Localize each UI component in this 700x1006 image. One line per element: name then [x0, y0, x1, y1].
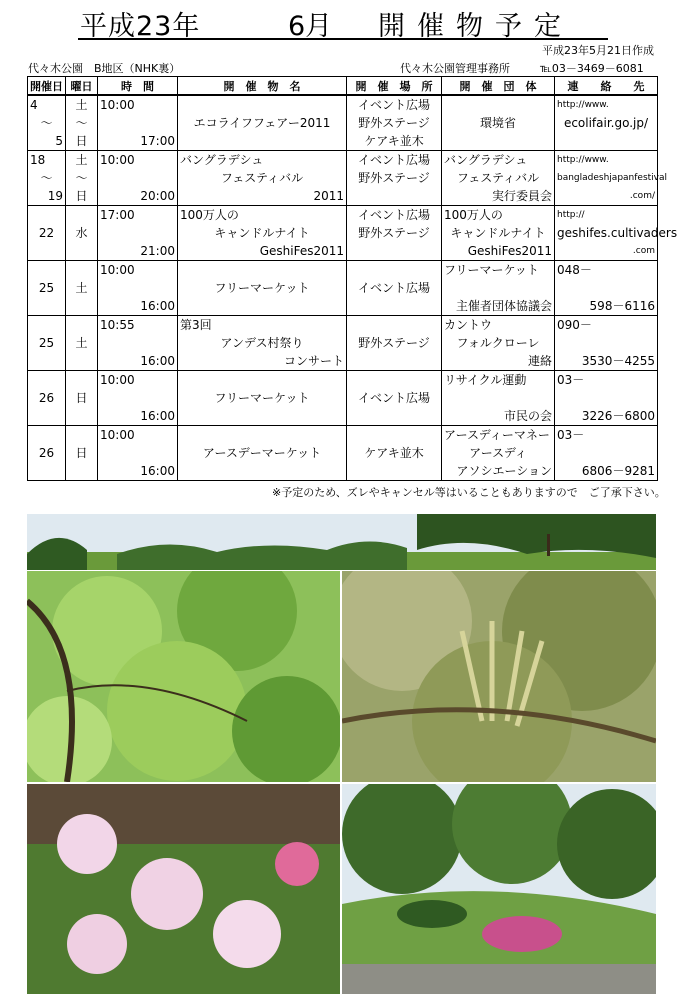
day-cell-line: 日 — [75, 134, 88, 148]
col-header-date: 開催日 — [28, 77, 66, 96]
col-header-organizer: 開 催 団 体 — [442, 77, 555, 96]
place-cell-line: 野外ステージ — [358, 226, 430, 240]
date-cell-line: 26 — [38, 391, 55, 405]
organizer-cell-line: 実行委員会 — [491, 189, 552, 203]
place-cell-line: イベント広場 — [357, 281, 430, 295]
event-name-cell-line: コンサート — [283, 354, 344, 368]
contact-cell-line: geshifes.cultivaders — [557, 226, 678, 240]
time-cell — [98, 206, 178, 261]
table-row — [28, 261, 658, 316]
event-name-cell-line: 100万人の — [180, 208, 239, 222]
day-cell-line: 土 — [75, 98, 88, 112]
place-cell-line: イベント広場 — [357, 153, 430, 167]
page-title — [78, 6, 608, 40]
organizer-cell — [442, 371, 555, 426]
time-cell — [98, 426, 178, 481]
photo-collage — [27, 514, 656, 994]
contact-cell-line: .com — [632, 246, 655, 256]
date-cell-line: ～ — [40, 116, 53, 130]
day-cell — [66, 316, 98, 371]
maple-leaves-photo — [27, 571, 340, 782]
date-cell — [28, 426, 66, 481]
time-cell — [98, 261, 178, 316]
time-cell — [98, 151, 178, 206]
table-row — [28, 151, 658, 206]
time-cell — [98, 371, 178, 426]
contact-cell-line: 3226－6800 — [581, 409, 655, 423]
contact-cell-line: http:// — [557, 210, 585, 220]
title-year: 平成23年 — [80, 11, 201, 42]
table-row — [28, 95, 658, 151]
place-cell-line: 野外ステージ — [358, 171, 430, 185]
place-cell — [347, 95, 442, 151]
organizer-cell-line: 市民の会 — [503, 409, 552, 423]
pine-needles-photo — [342, 571, 656, 782]
created-date: 平成23年5月21日作成 — [542, 44, 654, 57]
place-cell-line: イベント広場 — [357, 208, 430, 222]
organizer-cell-line: フリーマーケット — [444, 263, 539, 277]
contact-cell-line: 048－ — [557, 263, 592, 277]
organizer-cell-line: アースディ — [469, 446, 527, 460]
contact-cell-line: bangladeshjapanfestival — [557, 173, 668, 183]
date-cell-line: 19 — [47, 189, 63, 203]
day-cell-line: 水 — [75, 226, 88, 240]
table-row — [28, 371, 658, 426]
organizer-cell-line: フェスティバル — [456, 171, 540, 185]
place-cell-line: イベント広場 — [357, 98, 430, 112]
time-cell-line: 21:00 — [140, 244, 175, 258]
col-header-time: 時 間 — [98, 77, 178, 96]
organizer-cell — [442, 151, 555, 206]
organizer-cell-line: リサイクル運動 — [444, 373, 527, 387]
event-name-cell — [178, 371, 347, 426]
col-header-day: 曜日 — [66, 77, 98, 96]
contact-cell-line: 03－ — [557, 428, 585, 442]
date-cell-line: ～ — [40, 171, 53, 185]
organizer-cell — [442, 316, 555, 371]
place-cell-line: イベント広場 — [357, 391, 430, 405]
event-name-cell — [178, 95, 347, 151]
place-cell-line: 野外ステージ — [358, 336, 430, 350]
contact-cell — [555, 95, 658, 151]
garden-hedges-photo — [342, 784, 656, 994]
day-cell-line: 土 — [75, 153, 88, 167]
organizer-cell-line: カントウ — [444, 318, 493, 332]
event-name-cell-line: フリーマーケット — [214, 281, 310, 295]
day-cell-line: 土 — [75, 281, 88, 295]
day-cell — [66, 95, 98, 151]
date-cell-line: 5 — [55, 134, 63, 148]
day-cell-line: 土 — [75, 336, 88, 350]
day-cell-line: 日 — [75, 391, 88, 405]
table-row — [28, 316, 658, 371]
date-cell — [28, 95, 66, 151]
contact-cell — [555, 371, 658, 426]
organizer-cell-line: 100万人の — [444, 208, 503, 222]
park-panorama-photo — [27, 514, 656, 570]
date-cell-line: 22 — [38, 226, 55, 240]
place-cell — [347, 206, 442, 261]
day-cell — [66, 426, 98, 481]
time-cell-line: 16:00 — [140, 299, 175, 313]
day-cell — [66, 151, 98, 206]
date-cell — [28, 371, 66, 426]
office-tel: ℡03－3469－6081 — [540, 62, 644, 75]
organizer-cell-line: 主催者団体協議会 — [455, 299, 552, 313]
day-cell-line: 日 — [75, 446, 88, 460]
organizer-cell-line: バングラデシュ — [444, 153, 528, 167]
organizer-cell-line: キャンドルナイト — [450, 226, 546, 240]
date-cell — [28, 151, 66, 206]
event-name-cell — [178, 261, 347, 316]
place-cell — [347, 151, 442, 206]
organizer-cell — [442, 206, 555, 261]
organizer-cell-line: フォルクローレ — [456, 336, 540, 350]
time-cell-line: 16:00 — [140, 354, 175, 368]
time-cell-line: 10:00 — [100, 263, 135, 277]
organizer-cell-line: アソシエーション — [456, 464, 552, 478]
time-cell-line: 16:00 — [140, 409, 175, 423]
event-name-cell — [178, 426, 347, 481]
date-cell — [28, 316, 66, 371]
time-cell-line: 10:00 — [100, 373, 135, 387]
event-name-cell — [178, 206, 347, 261]
event-name-cell — [178, 316, 347, 371]
contact-cell-line: http://www. — [557, 100, 609, 110]
organizer-cell-line: アースディーマネー — [444, 428, 550, 442]
date-cell-line: 18 — [30, 153, 46, 167]
office-name: 代々木公園管理事務所 — [400, 62, 510, 75]
time-cell-line: 10:55 — [100, 318, 135, 332]
time-cell-line: 10:00 — [100, 428, 135, 442]
event-name-cell-line: バングラデシュ — [180, 153, 264, 167]
notice-text: ※予定のため、ズレやキャンセル等はいることもありますので ご了承下さい。 — [272, 486, 666, 499]
event-name-cell-line: キャンドルナイト — [214, 226, 310, 240]
col-header-contact: 連 絡 先 — [555, 77, 658, 96]
date-cell-line: 25 — [38, 336, 55, 350]
event-name-cell-line: 2011 — [313, 189, 344, 203]
time-cell-line: 17:00 — [100, 208, 135, 222]
time-cell — [98, 95, 178, 151]
contact-cell-line: 3530－4255 — [581, 354, 655, 368]
contact-cell-line: 090－ — [557, 318, 592, 332]
date-cell-line: 4 — [30, 98, 38, 112]
day-cell-line: ～ — [75, 116, 88, 130]
contact-cell — [555, 426, 658, 481]
place-cell-line: ケアキ並木 — [364, 134, 424, 148]
date-cell-line: 26 — [38, 446, 55, 460]
pink-flowers-photo — [27, 784, 340, 994]
event-name-cell-line: フェスティバル — [220, 171, 304, 185]
event-name-cell-line: GeshiFes2011 — [259, 244, 344, 258]
place-cell — [347, 426, 442, 481]
title-text: 開催物予定 — [378, 11, 573, 42]
day-cell — [66, 371, 98, 426]
time-cell-line: 10:00 — [100, 98, 135, 112]
park-area: 代々木公園 B地区（NHK裏） — [28, 62, 181, 75]
organizer-cell — [442, 261, 555, 316]
date-cell — [28, 261, 66, 316]
table-row — [28, 426, 658, 481]
place-cell-line: ケアキ並木 — [364, 446, 424, 460]
contact-cell-line: 598－6116 — [589, 299, 655, 313]
date-cell — [28, 206, 66, 261]
contact-cell-line: http://www. — [557, 155, 609, 165]
contact-cell — [555, 206, 678, 261]
day-cell-line: 日 — [75, 189, 88, 203]
col-header-place: 開 催 場 所 — [347, 77, 442, 96]
day-cell — [66, 206, 98, 261]
organizer-cell — [442, 426, 555, 481]
time-cell-line: 10:00 — [100, 153, 135, 167]
table-header-row — [28, 77, 658, 96]
event-name-cell-line: フリーマーケット — [214, 391, 310, 405]
event-name-cell — [178, 151, 347, 206]
organizer-cell-line: GeshiFes2011 — [467, 244, 552, 258]
contact-cell — [555, 151, 668, 206]
table-row — [28, 206, 658, 261]
event-name-cell-line: アンデス村祭り — [220, 336, 304, 350]
title-month: 6月 — [288, 11, 333, 42]
day-cell-line: ～ — [75, 171, 88, 185]
time-cell-line: 20:00 — [140, 189, 175, 203]
date-cell-line: 25 — [38, 281, 55, 295]
organizer-cell-line: 連絡 — [527, 354, 552, 368]
info-row — [28, 60, 656, 75]
contact-cell-line: 03－ — [557, 373, 585, 387]
contact-cell — [555, 316, 658, 371]
schedule-table — [27, 76, 678, 481]
contact-cell — [555, 261, 658, 316]
contact-cell-line: ecolifair.go.jp/ — [563, 116, 649, 130]
place-cell-line: 野外ステージ — [358, 116, 430, 130]
place-cell — [347, 316, 442, 371]
contact-cell-line: 6806－9281 — [581, 464, 655, 478]
day-cell — [66, 261, 98, 316]
event-name-cell-line: 第3回 — [180, 318, 212, 332]
event-name-cell-line: エコライフフェアー2011 — [193, 116, 331, 130]
time-cell — [98, 316, 178, 371]
place-cell — [347, 371, 442, 426]
organizer-cell-line: 環境省 — [479, 116, 516, 130]
time-cell-line: 16:00 — [140, 464, 175, 478]
place-cell — [347, 261, 442, 316]
time-cell-line: 17:00 — [140, 134, 175, 148]
contact-cell-line: .com/ — [629, 191, 655, 201]
event-name-cell-line: アースデーマーケット — [202, 446, 322, 460]
organizer-cell — [442, 95, 555, 151]
col-header-event: 開 催 物 名 — [178, 77, 347, 96]
